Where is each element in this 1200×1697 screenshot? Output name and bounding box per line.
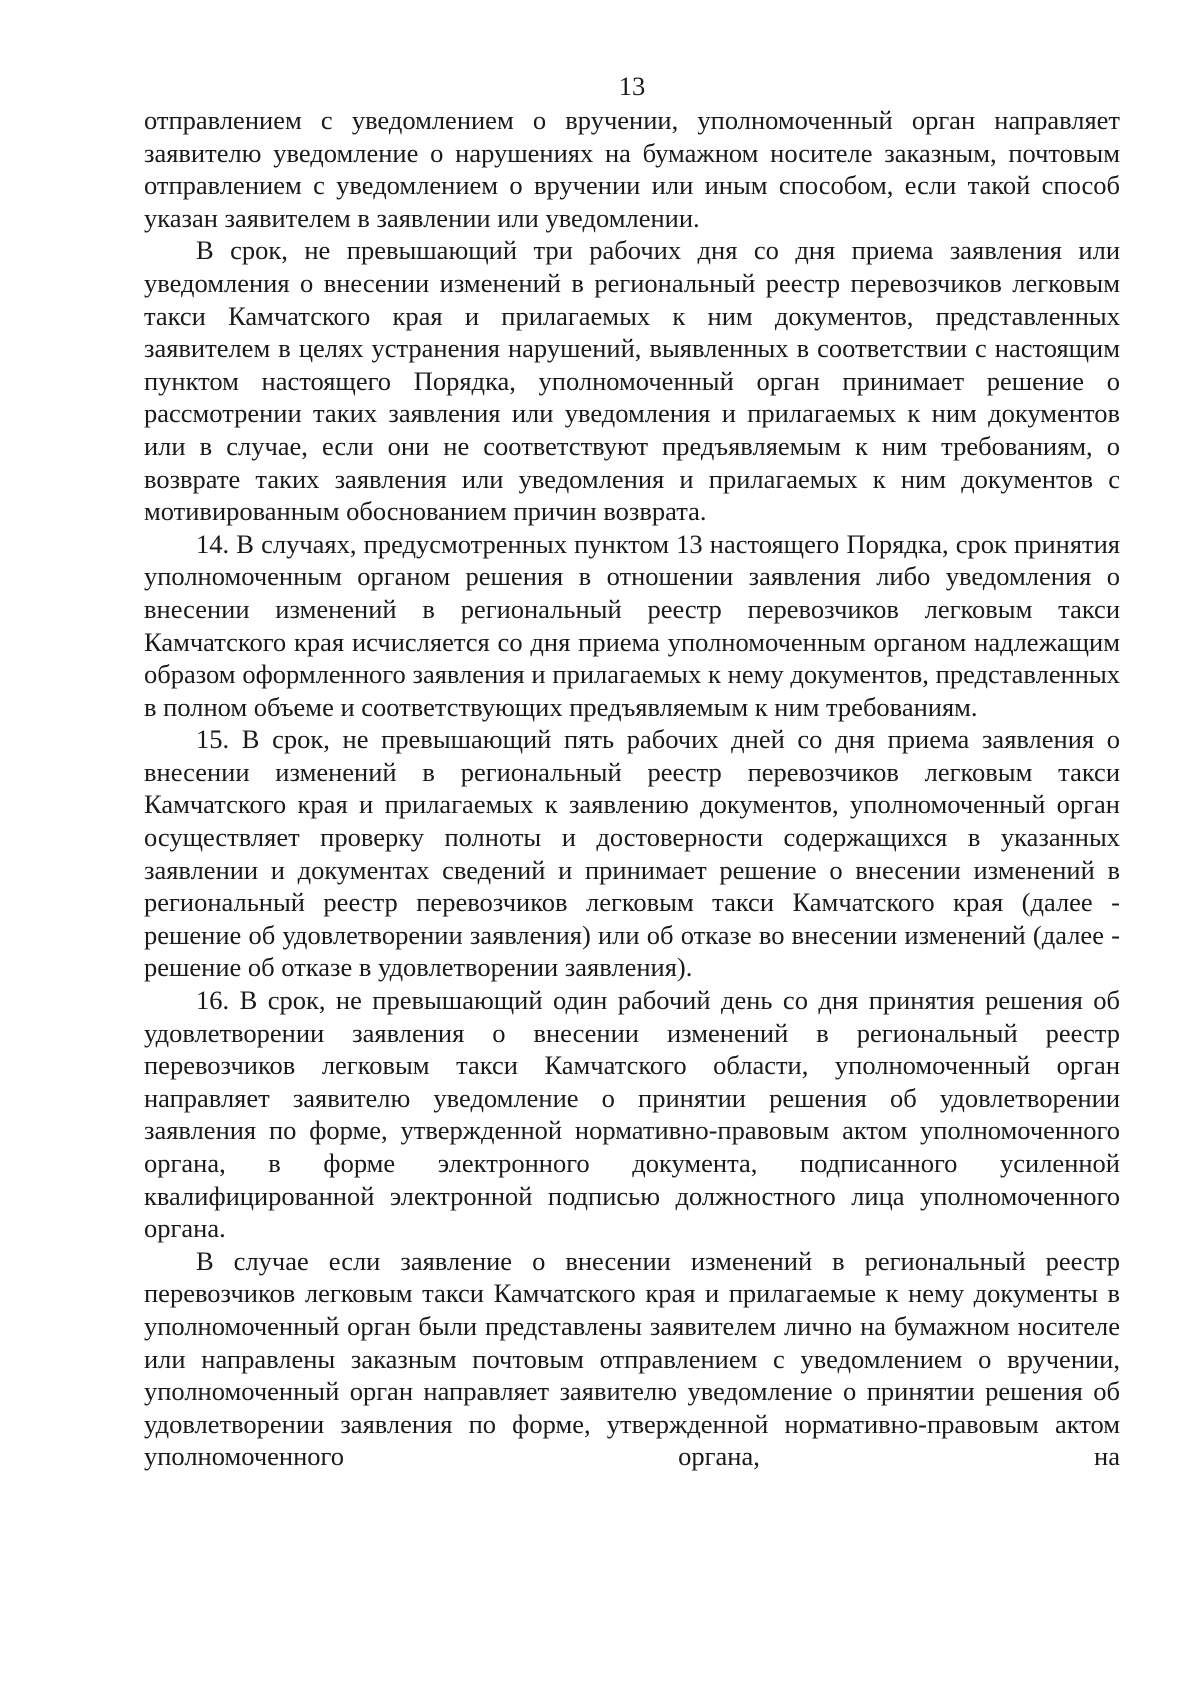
paragraph-item-16: 16. В срок, не превышающий один рабочий день со дня принятия решения об удовлетворении заявления о внесении изменений в региональный реестр перевозчиков легковым такси Камчатского области, уполномоченный орган направляет заявителю уведомление о принятии решения об удовлетворении заявления по форме, утвержденной нормативно-правовым актом уполномоченного органа, в форме электронного документа, подписанного усиленной квалифицированной электронной подписью должностного лица уполномоченного органа. <box>144 985 1120 1244</box>
paragraph-item-14: 14. В случаях, предусмотренных пунктом 13 настоящего Порядка, срок принятия уполномоченным органом решения в отношении заявления либо уведомления о внесении изменений в региональный реестр перевозчиков легковым такси Камчатского края исчисляется со дня приема уполномоченным органом надлежащим образом оформленного заявления и прилагаемых к нему документов, представленных в полном объеме и соответствующих предъявляемым к ним требованиям. <box>144 528 1120 722</box>
paragraph-continuation: отправлением с уведомлением о вручении, уполномоченный орган направляет заявителю уведомление о нарушениях на бумажном носителе заказным, почтовым отправлением с уведомлением о вручении или иным способом, если такой способ указан заявителем в заявлении или уведомлении. <box>144 105 1120 233</box>
paragraph-item-15: 15. В срок, не превышающий пять рабочих дней со дня приема заявления о внесении изменений в региональный реестр перевозчиков легковым такси Камчатского края и прилагаемых к заявлению документов, уполномоченный орган осуществляет проверку полноты и достоверности содержащихся в указанных заявлении и документах сведений и принимает решение о внесении изменений в региональный реестр перевозчиков легковым такси Камчатского края (далее - решение об удовлетворении заявления) или об отказе во внесении изменений (далее - решение об отказе в удовлетворении заявления). <box>144 724 1120 983</box>
paragraph-resubmission-term: В срок, не превышающий три рабочих дня со дня приема заявления или уведомления о внесении изменений в региональный реестр перевозчиков легковым такси Камчатского края и прилагаемых к ним документов, представленных заявителем в целях устранения нарушений, выявленных в соответствии с настоящим пунктом настоящего Порядка, уполномоченный орган принимает решение о рассмотрении таких заявления или уведомления и прилагаемых к ним документов или в случае, если они не соответствуют предъявляемым к ним требованиям, о возврате таких заявления или уведомления и прилагаемых к ним документов с мотивированным обоснованием причин возврата. <box>144 235 1120 527</box>
page-number: 13 <box>618 71 646 101</box>
paragraph-paper-submission: В случае если заявление о внесении изменений в региональный реестр перевозчиков легковым такси Камчатского края и прилагаемые к нему документы в уполномоченный орган были представлены заявителем лично на бумажном носителе или направлены заказным почтовым отправлением с уведомлением о вручении, уполномоченный орган направляет заявителю уведомление о принятии решения об удовлетворении заявления по форме, утвержденной нормативно-правовым актом уполномоченного органа, на <box>144 1245 1120 1472</box>
